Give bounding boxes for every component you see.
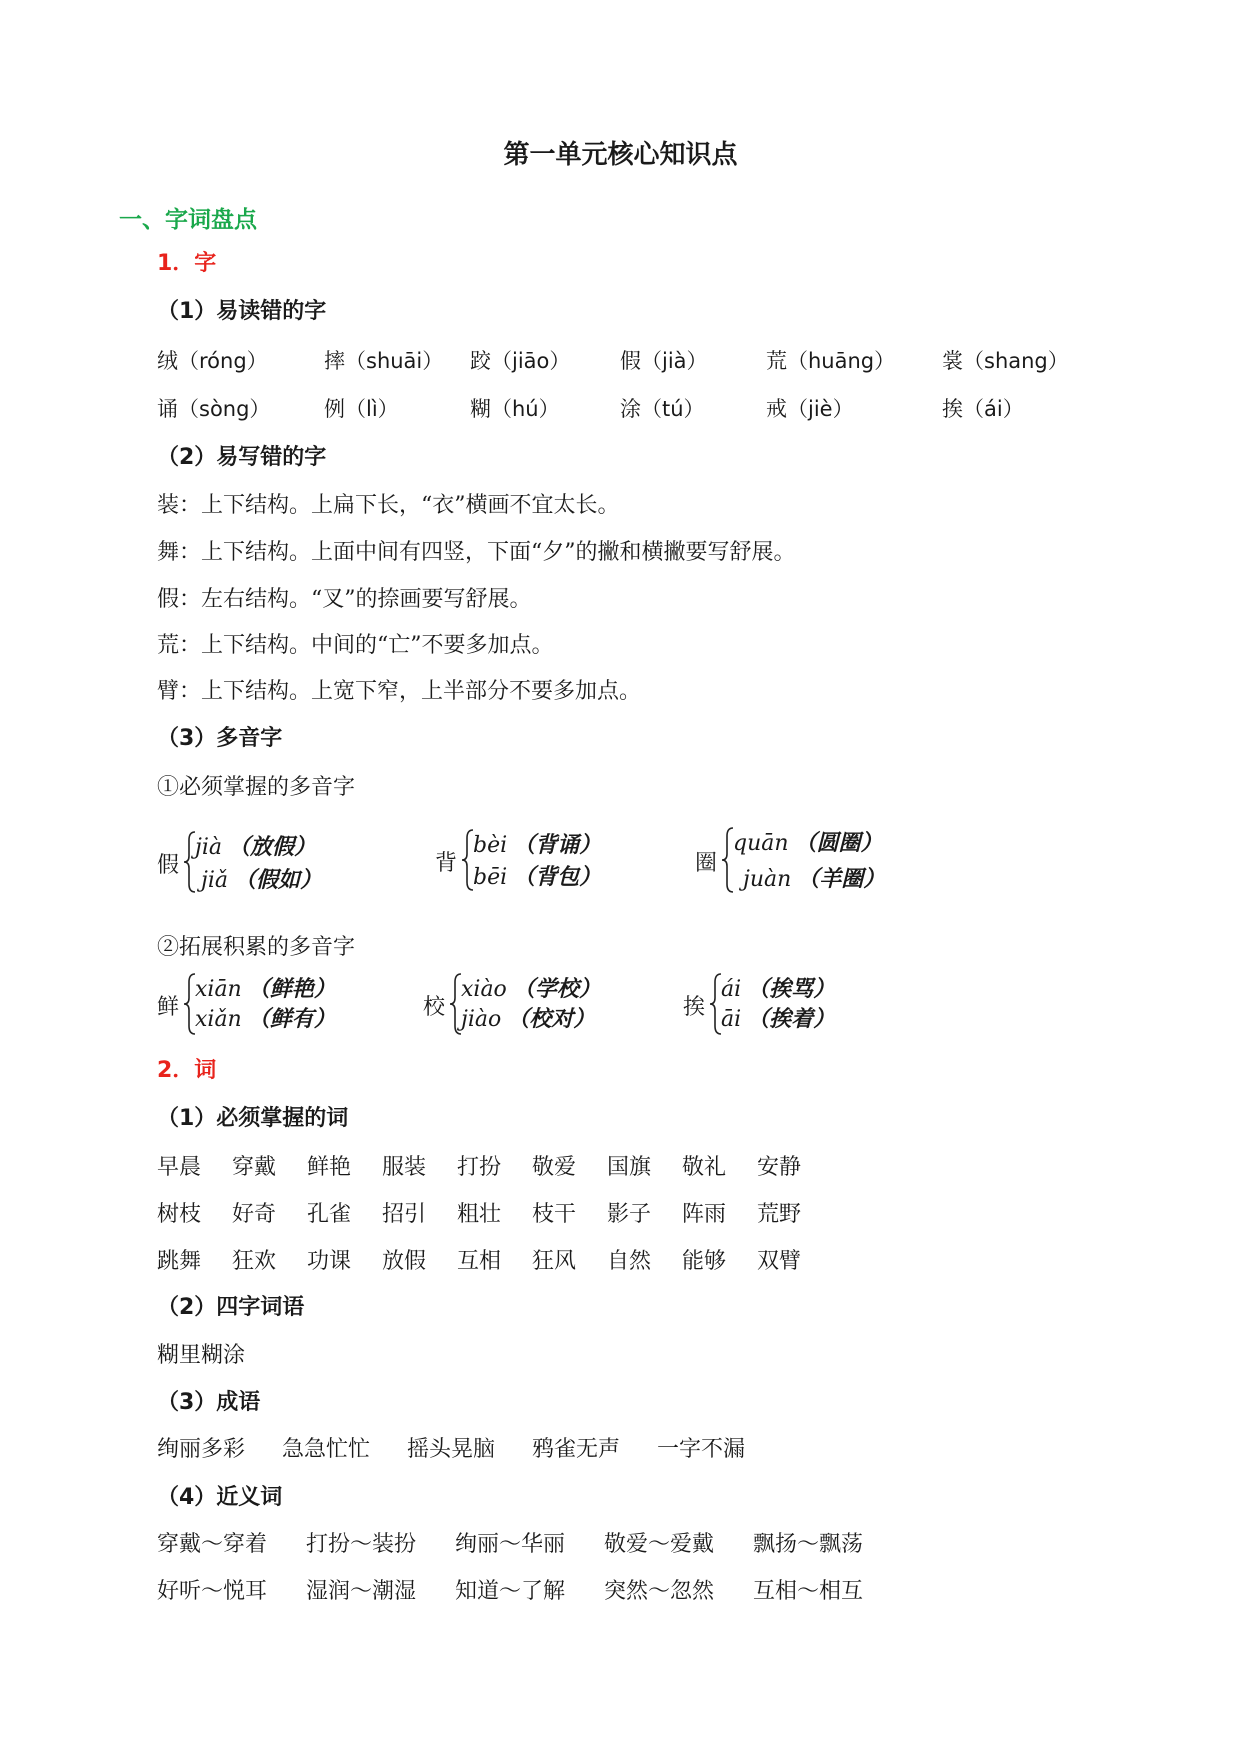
vocab-word: 树枝 (157, 1202, 202, 1227)
vocab-word: 早晨 (157, 1155, 202, 1180)
polyphonic-char: 挨 (683, 995, 706, 1020)
idiom-item: 鸦雀无声 (532, 1437, 621, 1462)
idiom-item: 摇头晃脑 (407, 1437, 496, 1462)
misread-item: 绒（róng） (157, 349, 268, 373)
polyphonic-char: 背 (435, 851, 458, 876)
vocab-word: 功课 (307, 1249, 352, 1274)
idiom-item: 急急忙忙 (282, 1437, 371, 1462)
vocab-word: 自然 (607, 1249, 652, 1274)
misread-item: 戒（jiè） (766, 397, 854, 421)
polyphonic-must-label: ①必须掌握的多音字 (157, 775, 356, 800)
part-heading-words: 2．词 (157, 1058, 217, 1083)
misread-item: 例（lì） (324, 397, 399, 421)
reading-1: jià （放假） (195, 835, 316, 860)
reading-1: ái （挨骂） (721, 977, 836, 1002)
idiom-item: 绚丽多彩 (157, 1437, 246, 1462)
misread-item: 假（jià） (620, 349, 708, 373)
misread-item: 摔（shuāi） (324, 349, 444, 373)
vocab-word: 跳舞 (157, 1249, 202, 1274)
vocab-word: 能够 (682, 1249, 727, 1274)
polyphonic-char: 圈 (695, 851, 718, 876)
synonym-pair: 打扮～装扮 (306, 1532, 417, 1557)
sub-heading-four-char: （2）四字词语 (157, 1295, 305, 1320)
vocab-word: 荒野 (757, 1202, 802, 1227)
synonym-pair: 敬爱～爱戴 (604, 1532, 715, 1557)
vocab-word: 敬礼 (682, 1155, 727, 1180)
section-heading-vocab: 一、字词盘点 (119, 207, 257, 233)
misread-item: 诵（sòng） (157, 397, 271, 421)
polyphonic-char: 假 (157, 853, 180, 878)
vocab-word: 双臂 (757, 1249, 802, 1274)
vocab-word: 打扮 (457, 1155, 502, 1180)
vocab-word: 狂风 (532, 1249, 577, 1274)
misread-item: 荒（huāng） (766, 349, 896, 373)
miswritten-line: 舞：上下结构。上面中间有四竖，下面“夕”的撇和横撇要写舒展。 (157, 540, 796, 565)
reading-1: xiān （鲜艳） (195, 977, 336, 1002)
vocab-word: 阵雨 (682, 1202, 727, 1227)
reading-2: jiǎ （假如） (201, 868, 322, 893)
vocab-word: 互相 (457, 1249, 502, 1274)
vocab-word: 狂欢 (232, 1249, 277, 1274)
reading-2: xiǎn （鲜有） (195, 1007, 336, 1032)
synonym-pair: 知道～了解 (455, 1579, 566, 1604)
page-title: 第一单元核心知识点 (503, 140, 738, 170)
vocab-word: 粗壮 (457, 1202, 502, 1227)
miswritten-line: 假：左右结构。“叉”的捺画要写舒展。 (157, 587, 532, 612)
vocab-word: 穿戴 (232, 1155, 277, 1180)
synonym-pair: 好听～悦耳 (157, 1579, 268, 1604)
misread-item: 跤（jiāo） (470, 349, 571, 373)
reading-1: quān （圆圈） (733, 831, 883, 856)
polyphonic-extend-label: ②拓展积累的多音字 (157, 935, 356, 960)
reading-1: xiào （学校） (461, 977, 601, 1002)
vocab-word: 好奇 (232, 1202, 277, 1227)
vocab-word: 国旗 (607, 1155, 652, 1180)
miswritten-line: 臂：上下结构。上宽下窄，上半部分不要多加点。 (157, 679, 642, 704)
vocab-word: 枝干 (532, 1202, 577, 1227)
sub-heading-miswritten: （2）易写错的字 (157, 445, 327, 470)
polyphonic-char: 校 (423, 995, 446, 1020)
misread-item: 涂（tú） (620, 397, 705, 421)
sub-heading-polyphonic: （3）多音字 (157, 726, 283, 751)
four-char-word: 糊里糊涂 (157, 1343, 246, 1368)
part-heading-characters: 1．字 (157, 251, 217, 276)
vocab-word: 安静 (757, 1155, 802, 1180)
reading-2: juàn （羊圈） (743, 867, 886, 892)
vocab-word: 服装 (382, 1155, 427, 1180)
sub-heading-idioms: （3）成语 (157, 1390, 261, 1415)
misread-item: 裳（shang） (942, 349, 1069, 373)
synonym-pair: 湿润～潮湿 (306, 1579, 417, 1604)
miswritten-line: 荒：上下结构。中间的“亡”不要多加点。 (157, 633, 554, 658)
sub-heading-synonyms: （4）近义词 (157, 1485, 283, 1510)
polyphonic-char: 鲜 (157, 995, 180, 1020)
vocab-word: 敬爱 (532, 1155, 577, 1180)
miswritten-line: 装：上下结构。上扁下长，“衣”横画不宜太长。 (157, 493, 620, 518)
vocab-word: 鲜艳 (307, 1155, 352, 1180)
vocab-word: 招引 (382, 1202, 427, 1227)
reading-2: āi （挨着） (721, 1007, 836, 1032)
reading-1: bèi （背诵） (473, 833, 602, 858)
synonym-pair: 穿戴～穿着 (157, 1532, 268, 1557)
synonym-pair: 互相～相互 (753, 1579, 864, 1604)
sub-heading-misread: （1）易读错的字 (157, 299, 327, 324)
misread-item: 糊（hú） (470, 397, 560, 421)
sub-heading-must-words: （1）必须掌握的词 (157, 1106, 349, 1131)
vocab-word: 孔雀 (307, 1202, 352, 1227)
synonym-pair: 绚丽～华丽 (455, 1532, 566, 1557)
reading-2: bēi （背包） (473, 865, 602, 890)
vocab-word: 影子 (607, 1202, 652, 1227)
synonym-pair: 突然～忽然 (604, 1579, 715, 1604)
misread-item: 挨（ái） (942, 397, 1024, 421)
reading-2: jiào （校对） (461, 1007, 596, 1032)
synonym-pair: 飘扬～飘荡 (753, 1532, 864, 1557)
idiom-item: 一字不漏 (657, 1437, 746, 1462)
vocab-word: 放假 (382, 1249, 427, 1274)
